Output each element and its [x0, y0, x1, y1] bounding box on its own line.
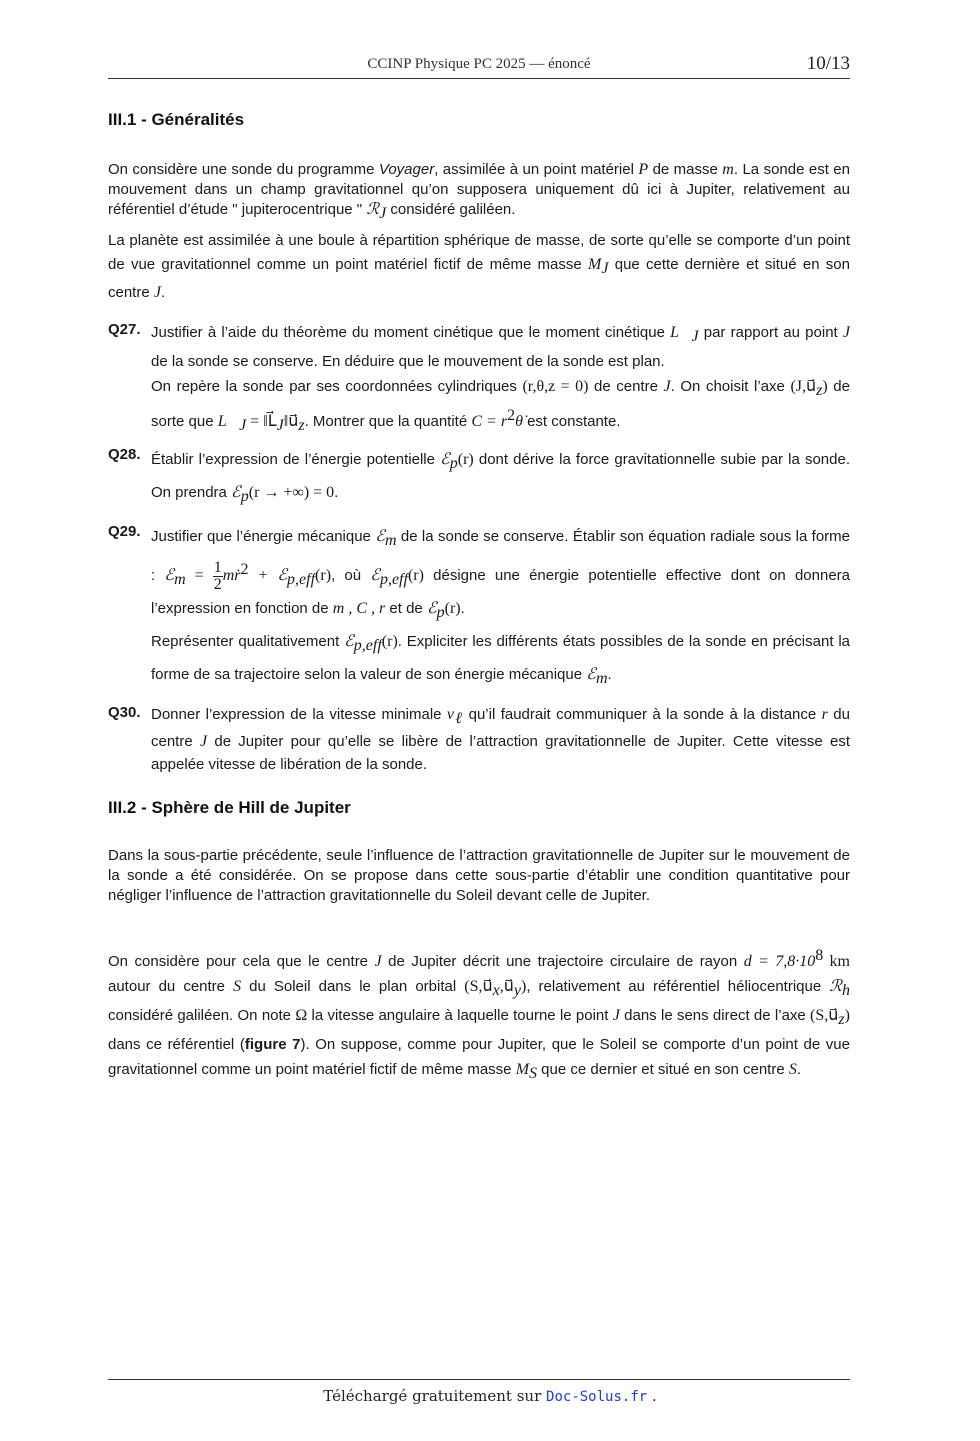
intro-paragraph-2: La planète est assimilée à une boule à répartition sphérique de masse, de sorte qu’elle se comporte d’un point de vue gravitationnel comme un point matériel fictif de même masse $M_J$ que cette dernière et situé en son centre J. [108, 232, 850, 301]
page-footer: Téléchargé gratuitement sur Doc-Solus.fr . [323, 1387, 657, 1405]
question-label: Q30. [108, 704, 141, 721]
question-q29: Q29. Justifier que l’énergie mécanique ℰ$_m$ de la sonde se conserve. Établir son équation radiale sous la forme : ℰ$_m$ = $\frac{1}{2}$ mṙ$^2$ + ℰ$_{p,eff}$(r), où ℰ$_{p,eff}$(r) désigne une énergie potentielle effective dont on donnera l’expression en fonction de m , C , r et de ℰ$_p$(r). Représenter qualitativement ℰ$_{p,eff}$(r). Expliciter les différents états possibles de la sonde en précisant la forme de sa trajectoire selon la valeur de son énergie mécanique ℰ$_m$. [108, 523, 851, 687]
footer-divider [108, 1379, 850, 1380]
section-title-1: III.1 - Généralités [108, 110, 245, 129]
question-q30: Q30. Donner l’expression de la vitesse minimale $v_\ell$ qu’il faudrait communiquer à la sonde à la distance r du centre J de Jupiter pour qu’elle se libère de l’attraction gravitationnelle de Jupiter. Cette vitesse est appelée vitesse de libération de la sonde. [108, 704, 851, 773]
hill-paragraph-2: On considère pour cela que le centre J de Jupiter décrit une trajectoire circulaire de rayon $d = 7,8\cdot 10^8$ km autour du centre S du Soleil dans le plan orbital $(S,u⃗_x,u⃗_y)$, relativement au référentiel héliocentrique ℛ$_h$ considéré galiléen. On note Ω la vitesse angulaire à laquelle tourne le point J dans le sens direct de l’axe $(S,u⃗_z)$ dans ce référentiel (figure 7). On suppose, comme pour Jupiter, que le Soleil se comporte d’un point de vue gravitationnel comme un point matériel fictif de même masse $M_S$ que ce dernier et situé en son centre S. [108, 947, 851, 1082]
fraction-one-half: $\frac{1}{2}$ [213, 558, 222, 593]
figure-reference: figure 7 [244, 1036, 301, 1053]
section-title-2: III.2 - Sphère de Hill de Jupiter [108, 798, 351, 817]
hill-paragraph-1: Dans la sous-partie précédente, seule l’influence de l’attraction gravitationnelle de Jupiter sur le mouvement de la sonde a été considérée. On se propose dans cette sous-partie d’établir une condition quantitative pour négliger l’influence de l’attraction gravitationnelle du Soleil devant celle de Jupiter. [108, 847, 850, 904]
question-label: Q28. [108, 446, 141, 463]
doc-solus-link[interactable]: Doc-Solus.fr [546, 1389, 648, 1405]
page-header [108, 52, 850, 79]
intro-paragraph-1: On considère une sonde du programme Voyager, assimilée à un point matériel P de masse m. La sonde est en mouvement dans un champ gravitationnel qu’on supposera uniquement dû ici à Jupiter, relativement au référentiel d’étude " jupiterocentrique " ℛ$_J$ considéré galiléen. [108, 161, 850, 222]
page-number: 10/13 [806, 53, 850, 74]
question-q27: Q27. Justifier à l’aide du théorème du moment cinétique que le moment cinétique $L⃗_J$ par rapport au point J de la sonde se conserve. En déduire que le mouvement de la sonde est plan. On repère la sonde par ses coordonnées cylindriques (r,θ,z = 0) de centre J. On choisit l’axe $(J,u⃗_z)$ de sorte que $L⃗_J$ = $‖L⃗_J‖u⃗_z$. Montrer que la quantité $C = r^2\thetȧ$ est constante. [108, 321, 850, 434]
header-title: CCINP Physique PC 2025 — énoncé [367, 56, 591, 72]
question-label: Q27. [108, 321, 141, 338]
question-q28: Q28. Établir l’expression de l’énergie potentielle ℰ$_p$(r) dont dérive la force gravitationnelle subie par la sonde. On prendra ℰ$_p$(r → +∞) = 0. [108, 446, 850, 505]
question-label: Q29. [108, 523, 141, 540]
